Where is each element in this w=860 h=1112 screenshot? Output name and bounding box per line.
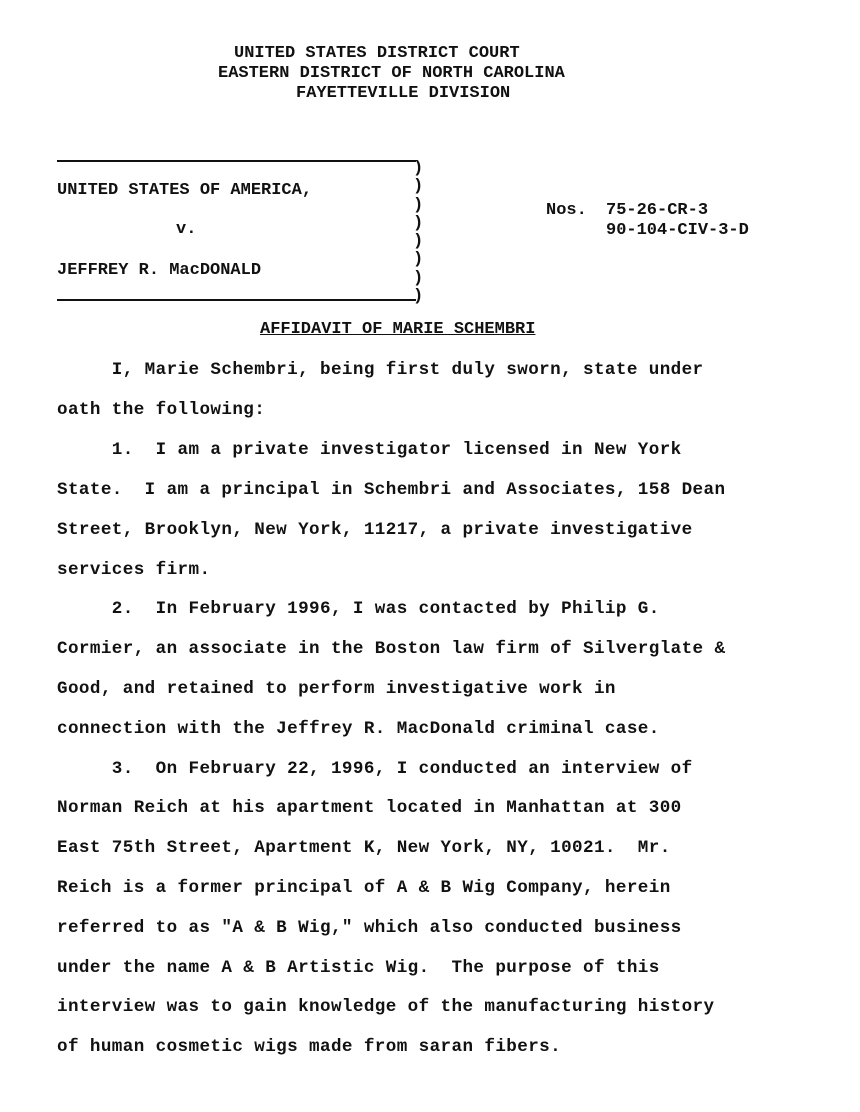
court-district: EASTERN DISTRICT OF NORTH CAROLINA	[218, 64, 565, 83]
court-division: FAYETTEVILLE DIVISION	[296, 84, 511, 103]
court-name: UNITED STATES DISTRICT COURT	[234, 44, 520, 63]
body-line: oath the following:	[57, 400, 266, 420]
body-line: referred to as "A & B Wig," which also conducted business	[57, 918, 682, 938]
body-line: State. I am a principal in Schembri and Associates, 158 Dean	[57, 480, 726, 500]
body-line: of human cosmetic wigs made from saran fibers.	[57, 1037, 562, 1057]
defendant-name: JEFFREY R. MacDONALD	[57, 261, 262, 280]
docket-number-civil: 90-104-CIV-3-D	[606, 221, 749, 240]
caption-parentheses: ) ) ) ) ) ) ) )	[413, 159, 424, 307]
body-line: Reich is a former principal of A & B Wig Company, herein	[57, 878, 671, 898]
body-line: Good, and retained to perform investigative work in	[57, 679, 616, 699]
body-line: I, Marie Schembri, being first duly sworn, state under	[57, 360, 704, 380]
body-line: 3. On February 22, 1996, I conducted an interview of	[57, 759, 693, 779]
body-line: 2. In February 1996, I was contacted by Philip G.	[57, 599, 660, 619]
versus-label: v.	[176, 220, 197, 239]
body-line: interview was to gain knowledge of the manufacturing history	[57, 997, 715, 1017]
body-line: 1. I am a private investigator licensed in New York	[57, 440, 682, 460]
document-title: AFFIDAVIT OF MARIE SCHEMBRI	[260, 320, 536, 339]
body-line: connection with the Jeffrey R. MacDonald criminal case.	[57, 719, 660, 739]
caption-top-rule	[57, 160, 416, 162]
caption-bottom-rule	[57, 299, 416, 301]
body-line: services firm.	[57, 560, 211, 580]
body-line: Street, Brooklyn, New York, 11217, a private investigative	[57, 520, 693, 540]
body-line: under the name A & B Artistic Wig. The purpose of this	[57, 958, 660, 978]
body-line: East 75th Street, Apartment K, New York, NY, 10021. Mr.	[57, 838, 671, 858]
body-line: Cormier, an associate in the Boston law firm of Silverglate &	[57, 639, 726, 659]
plaintiff-name: UNITED STATES OF AMERICA,	[57, 181, 313, 200]
docket-number-criminal: 75-26-CR-3	[606, 201, 709, 220]
docket-label: Nos.	[546, 201, 587, 220]
body-line: Norman Reich at his apartment located in Manhattan at 300	[57, 798, 682, 818]
